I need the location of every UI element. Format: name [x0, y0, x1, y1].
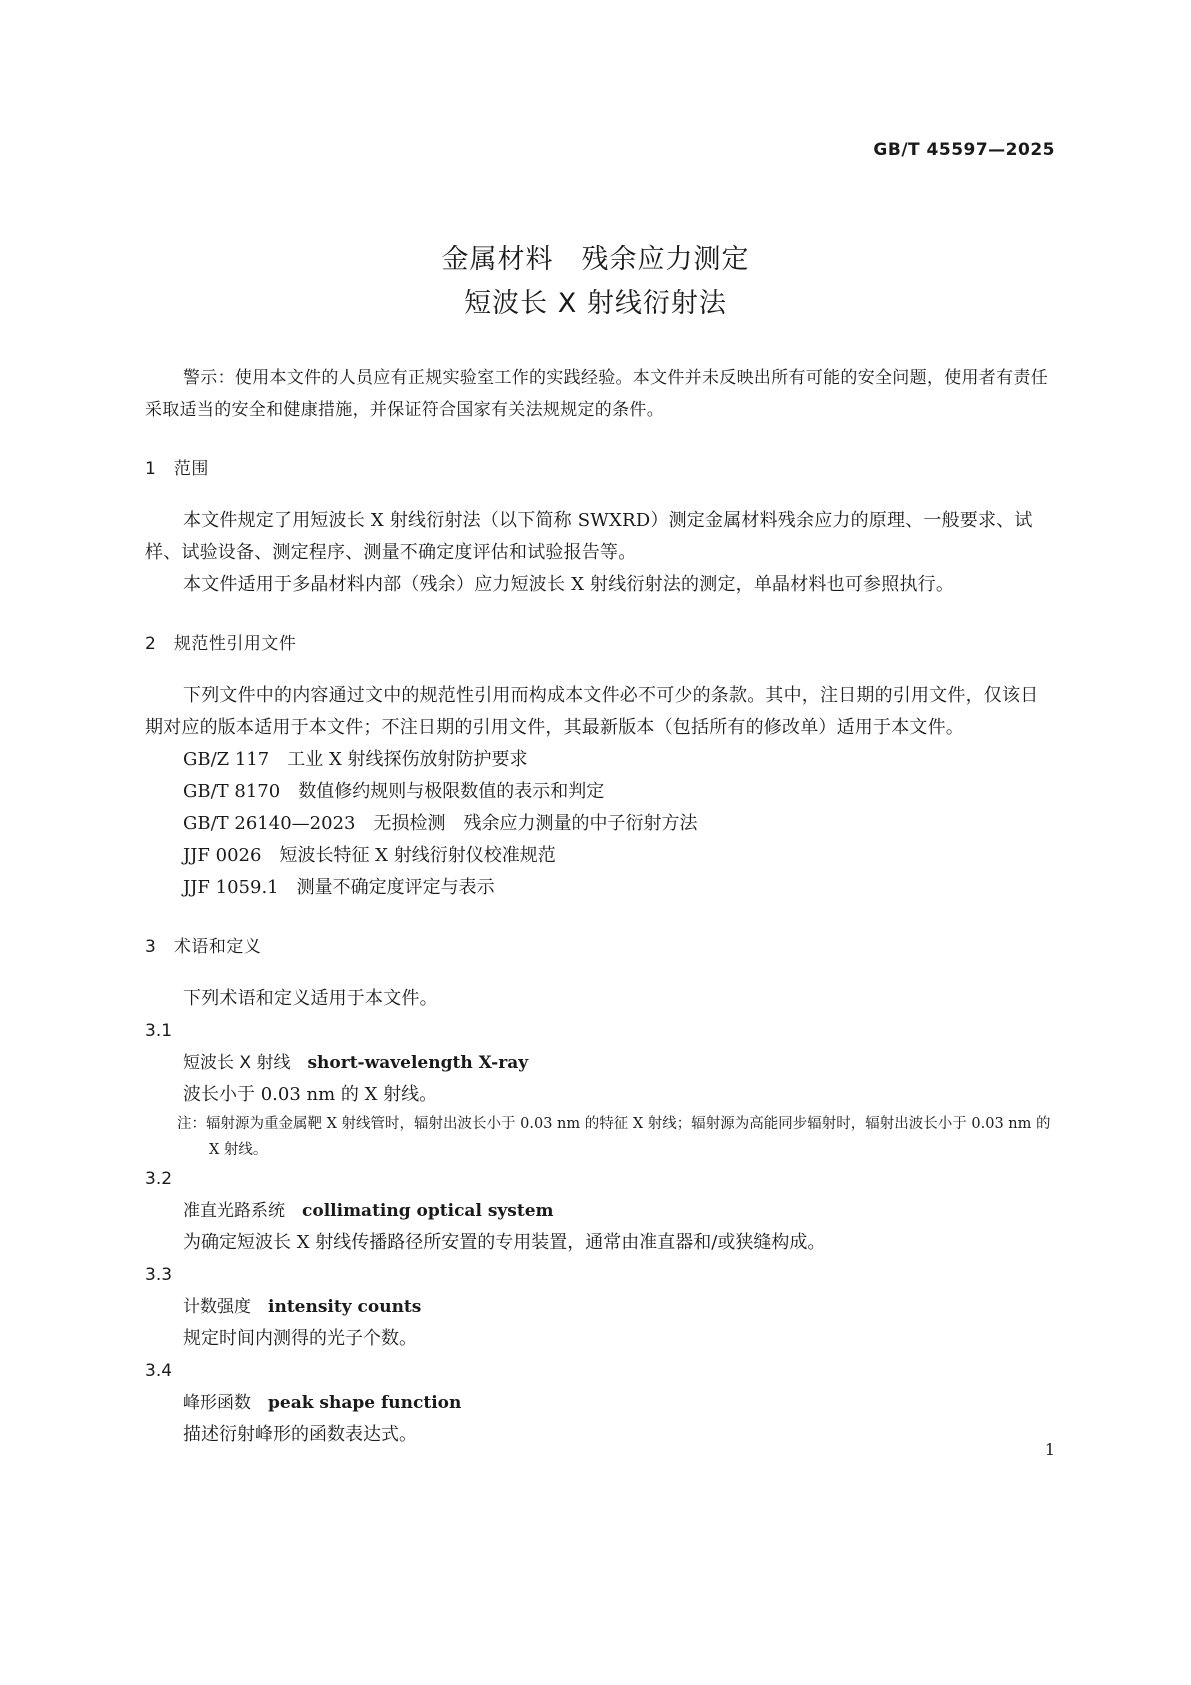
term-name-en: short-wavelength X-ray	[307, 1053, 529, 1073]
reference-item: GB/T 8170 数值修约规则与极限数值的表示和判定	[183, 781, 605, 802]
term-definition: 规定时间内测得的光子个数。	[183, 1328, 417, 1349]
reference-item: JJF 1059.1 测量不确定度评定与表示	[183, 877, 495, 898]
term-name-zh: 计数强度	[183, 1297, 251, 1317]
term-name-zh: 准直光路系统	[183, 1201, 285, 1221]
term-note	[177, 1111, 1055, 1163]
reference-item: GB/T 26140—2023 无损检测 残余应力测量的中子衍射方法	[183, 813, 698, 834]
term-name-zh: 峰形函数	[183, 1393, 251, 1413]
term-name	[183, 1291, 1055, 1323]
term-name-zh: 短波长 X 射线	[183, 1053, 291, 1073]
section-1-heading: 1 范围	[145, 459, 209, 479]
section-2-heading: 2 规范性引用文件	[145, 634, 297, 654]
term-number: 3.1	[145, 1021, 173, 1041]
term-name-en: peak shape function	[268, 1393, 462, 1413]
term-entry	[145, 1355, 1055, 1451]
term-name-en: collimating optical system	[302, 1201, 554, 1221]
term-entry	[145, 1259, 1055, 1355]
term-name	[183, 1047, 1055, 1079]
document-body	[145, 362, 1055, 1451]
page-number: 1	[1044, 1440, 1055, 1459]
title-line-2: 短波长 X 射线衍射法	[464, 288, 727, 319]
terms-intro: 下列术语和定义适用于本文件。	[183, 988, 438, 1009]
term-definition: 波长小于 0.03 nm 的 X 射线。	[183, 1084, 438, 1105]
standard-code: GB/T 45597—2025	[873, 140, 1055, 160]
term-number: 3.4	[145, 1361, 173, 1381]
term-number: 3.3	[145, 1265, 173, 1285]
note-text: 辐射源为重金属靶 X 射线管时，辐射出波长小于 0.03 nm 的特征 X 射线；辐射源为高能同步辐射时，辐射出波长小于 0.03 nm 的 X 射线。	[206, 1116, 1051, 1158]
section-3-heading: 3 术语和定义	[145, 937, 262, 957]
note-label: 注：	[177, 1116, 206, 1132]
safety-warning: 警示：使用本文件的人员应有正规实验室工作的实践经验。本文件并未反映出所有可能的安全问题，使用者有责任采取适当的安全和健康措施，并保证符合国家有关法规规定的条件。	[145, 368, 1048, 420]
term-definition: 为确定短波长 X 射线传播路径所安置的专用装置，通常由准直器和/或狭缝构成。	[183, 1232, 826, 1253]
term-entry	[145, 1015, 1055, 1163]
term-entry	[145, 1163, 1055, 1259]
term-name-en: intensity counts	[268, 1297, 422, 1317]
references-intro: 下列文件中的内容通过文中的规范性引用而构成本文件必不可少的条款。其中，注日期的引用文件，仅该日期对应的版本适用于本文件；不注日期的引用文件，其最新版本（包括所有的修改单）适用于本文件。	[145, 685, 1039, 738]
scope-paragraph-2: 本文件适用于多晶材料内部（残余）应力短波长 X 射线衍射法的测定，单晶材料也可参照执行。	[183, 574, 955, 595]
document-title	[0, 238, 1191, 326]
title-line-1: 金属材料 残余应力测定	[441, 244, 750, 275]
term-definition: 描述衍射峰形的函数表达式。	[183, 1424, 417, 1445]
term-name	[183, 1387, 1055, 1419]
term-number: 3.2	[145, 1169, 173, 1189]
reference-item: GB/Z 117 工业 X 射线探伤放射防护要求	[183, 749, 528, 770]
term-name	[183, 1195, 1055, 1227]
reference-item: JJF 0026 短波长特征 X 射线衍射仪校准规范	[183, 845, 556, 866]
scope-paragraph-1: 本文件规定了用短波长 X 射线衍射法（以下简称 SWXRD）测定金属材料残余应力的原理、一般要求、试样、试验设备、测定程序、测量不确定度评估和试验报告等。	[145, 510, 1033, 563]
